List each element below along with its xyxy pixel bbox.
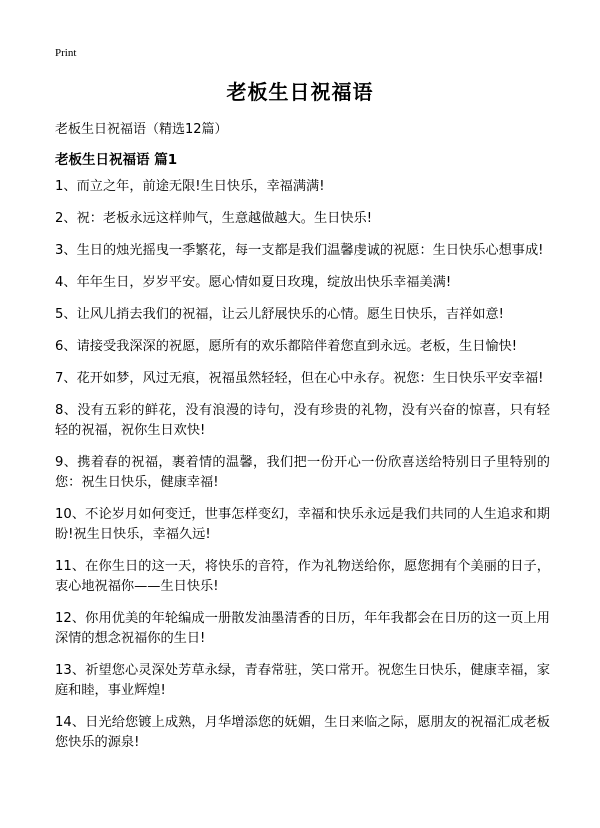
list-item: 5、让风儿捎去我们的祝福，让云儿舒展快乐的心情。愿生日快乐，吉祥如意! [55, 307, 504, 322]
list-item: 8、没有五彩的鲜花，没有浪漫的诗句，没有珍贵的礼物，没有兴奋的惊喜，只有轻轻的祝福，祝你生日欢快! [55, 403, 550, 438]
list-item: 3、生日的烛光摇曳一季繁花，每一支都是我们温馨虔诚的祝愿：生日快乐心想事成! [55, 243, 544, 258]
list-item: 10、不论岁月如何变迁，世事怎样变幻，幸福和快乐永远是我们共同的人生追求和期盼!祝生日快乐，幸福久远! [55, 507, 550, 542]
list-item: 9、携着春的祝福，裹着情的温馨，我们把一份开心一份欣喜送给特别日子里特别的您：祝生日快乐，健康幸福! [55, 455, 550, 490]
wish-list [55, 177, 550, 765]
list-item: 14、日光给您镀上成熟，月华增添您的妩媚，生日来临之际，愿朋友的祝福汇成老板您快乐的源泉! [55, 715, 550, 750]
list-item: 11、在你生日的这一天，将快乐的音符，作为礼物送给你，愿您拥有个美丽的日子，衷心地祝福你——生日快乐! [55, 559, 550, 594]
list-item: 1、而立之年，前途无限!生日快乐，幸福满满! [55, 179, 325, 194]
list-item: 4、年年生日，岁岁平安。愿心情如夏日玫瑰，绽放出快乐幸福美满! [55, 275, 452, 290]
list-item: 12、你用优美的年轮编成一册散发油墨清香的日历，年年我都会在日历的这一页上用深情的想念祝福你的生日! [55, 611, 550, 646]
list-item: 2、祝：老板永远这样帅气，生意越做越大。生日快乐! [55, 211, 372, 226]
section-heading: 老板生日祝福语 篇1 [55, 152, 178, 168]
document-subtitle: 老板生日祝福语（精选12篇） [55, 122, 228, 137]
page-title: 老板生日祝福语 [226, 80, 374, 104]
list-item: 7、花开如梦，风过无痕，祝福虽然轻轻，但在心中永存。祝您：生日快乐平安幸福! [55, 371, 544, 386]
list-item: 13、祈望您心灵深处芳草永绿，青春常驻，笑口常开。祝您生日快乐，健康幸福，家庭和睦，事业辉煌! [55, 663, 550, 698]
print-link[interactable]: Print [55, 47, 77, 59]
list-item: 6、请接受我深深的祝愿，愿所有的欢乐都陪伴着您直到永远。老板，生日愉快! [55, 339, 518, 354]
